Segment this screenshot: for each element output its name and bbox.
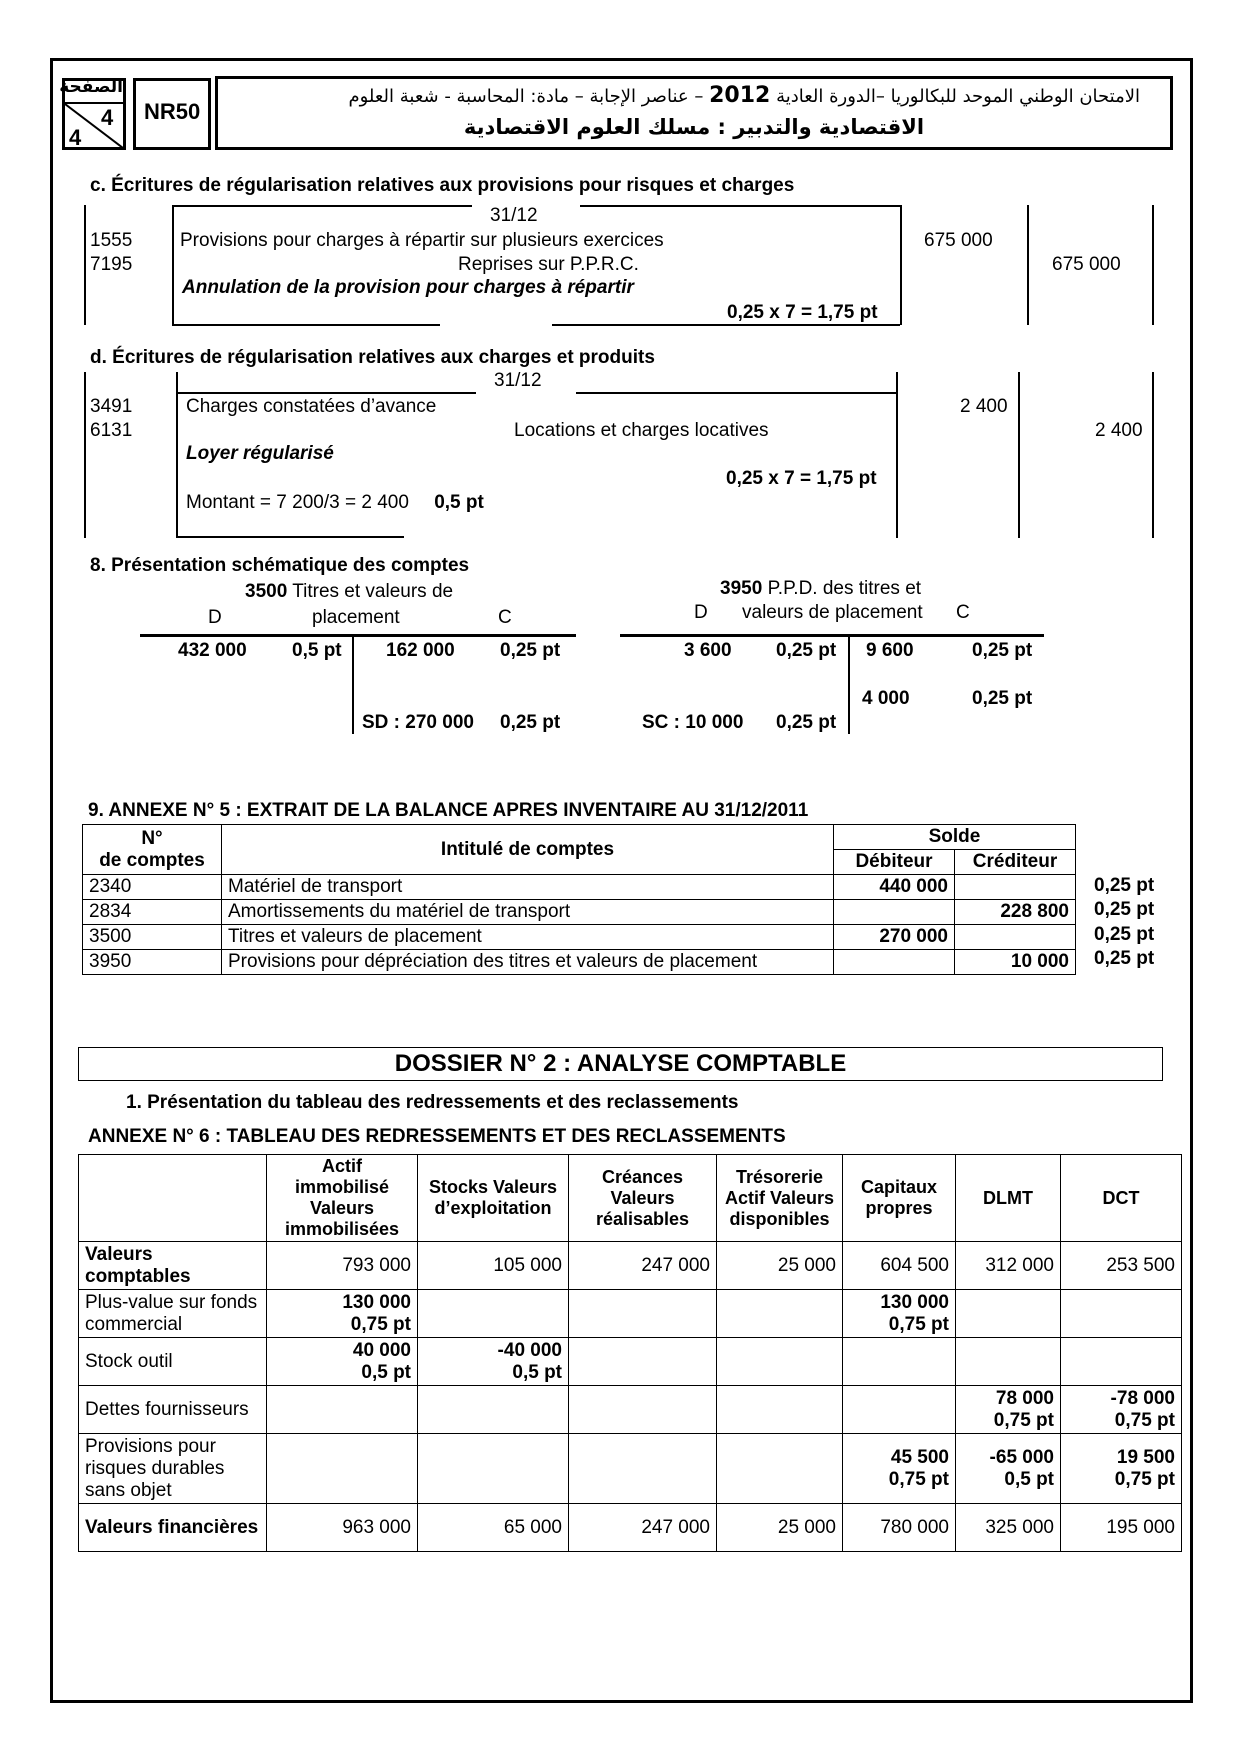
section-d-debit-amount: 2 400	[960, 396, 1008, 417]
annexe5-header-solde: Solde	[834, 825, 1076, 850]
t1-debit-side-label: D	[208, 607, 222, 628]
section-c-libelle: Annulation de la provision pour charges à répartir	[182, 277, 634, 298]
table-row: 3500 Titres et valeurs de placement 270 000	[83, 925, 1076, 950]
page-number: 4	[101, 105, 114, 130]
annexe6-header-dlmt: DLMT	[956, 1155, 1061, 1242]
t2-debit-side-label: D	[694, 602, 708, 623]
section-c-date: 31/12	[490, 205, 538, 226]
section-d-date: 31/12	[494, 370, 542, 391]
section-d-montant: Montant = 7 200/3 = 2 400 0,5 pt	[186, 492, 484, 513]
section-c-debit-amount: 675 000	[924, 230, 993, 251]
section-d-libelle: Loyer régularisé	[186, 443, 334, 464]
section-d-credit-amount: 2 400	[1095, 420, 1143, 441]
table-row: Stock outil 40 000 0,5 pt -40 000 0,5 pt	[79, 1338, 1182, 1386]
dossier2-item1: 1. Présentation du tableau des redressements et des reclassements	[126, 1092, 739, 1113]
exam-code: NR50	[144, 99, 201, 124]
t2-credit2-amount: 4 000	[862, 688, 910, 709]
table-row: Valeurs financières 963 000 65 000 247 000 25 000 780 000 325 000 195 000	[79, 1504, 1182, 1552]
t1-debit-points: 0,5 pt	[292, 640, 342, 661]
t2-header: 3950 P.P.D. des titres et	[720, 578, 922, 599]
annexe6-table	[78, 1154, 1182, 1552]
page-number-box	[59, 77, 126, 150]
annexe6-title: ANNEXE N° 6 : TABLEAU DES REDRESSEMENTS ET DES RECLASSEMENTS	[88, 1126, 786, 1147]
exam-title-line2: الاقتصادية والتدبير : مسلك العلوم الاقتصادية	[463, 115, 925, 139]
t2-solde-points: 0,25 pt	[776, 712, 837, 733]
t2-credit1-points: 0,25 pt	[972, 640, 1033, 661]
annexe5-row3-points: 0,25 pt	[1094, 924, 1155, 945]
t1-header: 3500 Titres et valeurs de	[245, 581, 454, 602]
t2-solde: SC : 10 000	[642, 712, 744, 733]
annexe6-header-stocks: Stocks Valeurs d’exploitation	[418, 1155, 569, 1242]
page-label: الصفحة	[59, 77, 123, 97]
t1-name-b: placement	[312, 607, 400, 628]
annexe5-header-debiteur: Débiteur	[834, 850, 955, 875]
section-c-account2: 7195	[90, 254, 133, 275]
t1-credit-points: 0,25 pt	[500, 640, 561, 661]
section-d-debit-label: Charges constatées d’avance	[186, 396, 437, 417]
annexe5-title: 9. ANNEXE N° 5 : EXTRAIT DE LA BALANCE APRES INVENTAIRE AU 31/12/2011	[88, 800, 809, 821]
section-8-title: 8. Présentation schématique des comptes	[90, 555, 470, 576]
section-c-credit-amount: 675 000	[1052, 254, 1121, 275]
page-total: 4	[69, 125, 82, 150]
exam-title-line1: الامتحان الوطني الموحد للبكالوريا –الدورة العادية 2012 – عناصر الإجابة – مادة: المحاسبة - شعبة العلوم	[348, 83, 1140, 108]
annexe5-row4-points: 0,25 pt	[1094, 948, 1155, 969]
table-row: Valeurs comptables 793 000 105 000 247 000 25 000 604 500 312 000 253 500	[79, 1242, 1182, 1290]
annexe5-header-crediteur: Créditeur	[955, 850, 1076, 875]
section-d-title: d. Écritures de régularisation relatives aux charges et produits	[90, 347, 655, 368]
section-d-points: 0,25 x 7 = 1,75 pt	[726, 468, 877, 489]
section-c-account1: 1555	[90, 230, 133, 251]
t2-name-b: valeurs de placement	[742, 602, 923, 623]
t1-credit-amount: 162 000	[386, 640, 455, 661]
annexe5-header-intitule: Intitulé de comptes	[222, 825, 834, 875]
table-row: 2834 Amortissements du matériel de transport 228 800	[83, 900, 1076, 925]
exam-title-box	[215, 76, 1173, 150]
annexe6-header-actif-immobilise: Actif immobilisé Valeurs immobilisées	[267, 1155, 418, 1242]
t2-debit-points: 0,25 pt	[776, 640, 837, 661]
table-row: 2340 Matériel de transport 440 000	[83, 875, 1076, 900]
t2-credit2-points: 0,25 pt	[972, 688, 1033, 709]
section-c-points: 0,25 x 7 = 1,75 pt	[727, 302, 878, 323]
annexe6-header-capitaux: Capitaux propres	[843, 1155, 956, 1242]
annexe5-row1-points: 0,25 pt	[1094, 875, 1155, 896]
annexe5-table	[82, 824, 1076, 975]
t2-credit1-amount: 9 600	[866, 640, 914, 661]
annexe6-header-creances: Créances Valeurs réalisables	[569, 1155, 717, 1242]
section-d-credit-label: Locations et charges locatives	[514, 420, 769, 441]
dossier2-title: DOSSIER N° 2 : ANALYSE COMPTABLE	[78, 1047, 1163, 1081]
table-row: Provisions pour risques durables sans objet 45 500 0,75 pt -65 000 0,5 pt 19 500 0,75 pt	[79, 1434, 1182, 1504]
table-row: Plus-value sur fonds commercial 130 000 0,75 pt 130 000 0,75 pt	[79, 1290, 1182, 1338]
t2-debit-amount: 3 600	[684, 640, 732, 661]
table-row: Dettes fournisseurs 78 000 0,75 pt -78 000 0,75 pt	[79, 1386, 1182, 1434]
section-d-account2: 6131	[90, 420, 133, 441]
t2-credit-side-label: C	[956, 602, 970, 623]
section-c-title: c. Écritures de régularisation relatives aux provisions pour risques et charges	[90, 175, 795, 196]
annexe6-header-tresorerie: Trésorerie Actif Valeurs disponibles	[717, 1155, 843, 1242]
t1-solde: SD : 270 000	[362, 712, 474, 733]
t1-credit-side-label: C	[498, 607, 512, 628]
annexe6-header-dct: DCT	[1061, 1155, 1182, 1242]
t1-solde-points: 0,25 pt	[500, 712, 561, 733]
section-c-debit-label: Provisions pour charges à répartir sur plusieurs exercices	[180, 230, 664, 251]
t1-debit-amount: 432 000	[178, 640, 247, 661]
section-c-credit-label: Reprises sur P.P.R.C.	[458, 254, 639, 275]
exam-code-box	[133, 78, 211, 150]
table-row: 3950 Provisions pour dépréciation des titres et valeurs de placement 10 000	[83, 950, 1076, 975]
annexe5-header-num: N° de comptes	[83, 825, 222, 875]
section-d-account1: 3491	[90, 396, 133, 417]
annexe5-row2-points: 0,25 pt	[1094, 899, 1155, 920]
